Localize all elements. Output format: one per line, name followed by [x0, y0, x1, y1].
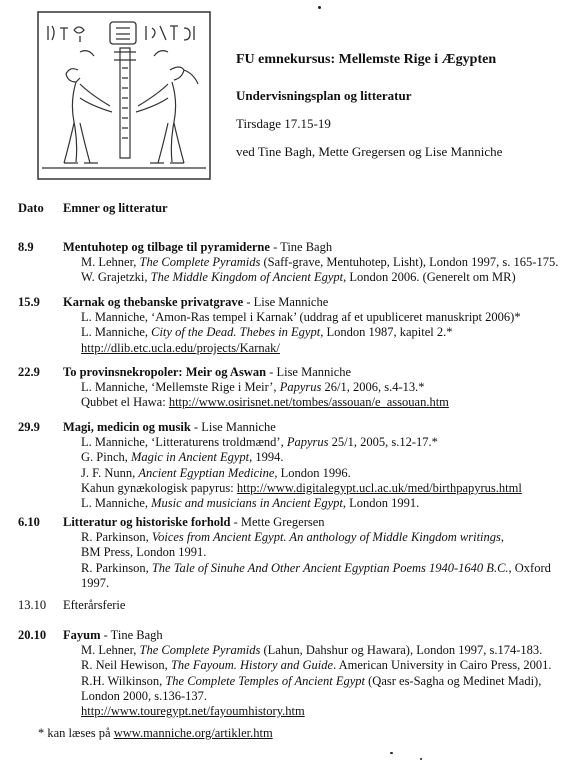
entry-topic: Mentuhotep og tilbage til pyramiderne: [63, 240, 270, 254]
relief-illustration: [34, 8, 214, 183]
footnote-text: kan læses på: [44, 726, 114, 740]
entry-date: 8.9: [18, 240, 34, 254]
entry-lecturer: - Lise Manniche: [243, 295, 329, 309]
literature-ref: R. Parkinson, The Tale of Sinuhe And Other Ancient Egyptian Poems 1940-1640 B.C., Oxford: [81, 560, 551, 575]
schedule-entry: [18, 295, 573, 356]
entry-date: 13.10: [18, 598, 47, 612]
entry-lecturer: - Mette Gregersen: [230, 515, 325, 529]
literature-ref: R.H. Wilkinson, The Complete Temples of Ancient Egypt (Qasr es-Sagha og Medinet Madi),: [81, 673, 542, 688]
literature-ref: L. Manniche, ‘Amon-Ras tempel i Karnak’ (uddrag af et upubliceret manuskript 2006)*: [81, 310, 521, 325]
schedule-entry: [18, 598, 573, 613]
schedule-entry: [18, 420, 573, 511]
manniche-link[interactable]: www.manniche.org/artikler.htm: [113, 726, 273, 740]
literature-ref: [81, 704, 573, 719]
literature-ref: L. Manniche, ‘Litteraturens troldmænd’, Papyrus 25/1, 2005, s.12-17.*: [81, 435, 438, 450]
qubbet-link[interactable]: http://www.osirisnet.net/tombes/assouan/e_assouan.htm: [168, 395, 449, 410]
literature-ref: M. Lehner, The Complete Pyramids (Lahun, Dahshur og Hawara), London 1997, s.174-183.: [81, 643, 543, 658]
literature-ref: L. Manniche, ‘Mellemste Rige i Meir’, Papyrus 26/1, 2006, s.4-13.*: [81, 380, 425, 395]
entry-topic: Fayum: [63, 628, 101, 642]
schedule-entry: [18, 628, 573, 719]
column-header-topic: Emner og litteratur: [63, 201, 168, 215]
entry-topic: Magi, medicin og musik: [63, 420, 191, 434]
entry-lecturer: - Lise Manniche: [190, 420, 276, 434]
entry-date: 6.10: [18, 515, 40, 529]
entry-topic: Karnak og thebanske privatgrave: [63, 295, 244, 309]
literature-ref: J. F. Nunn, Ancient Egyptian Medicine, London 1996.: [81, 465, 351, 480]
kahun-link[interactable]: http://www.digitalegypt.ucl.ac.uk/med/birthpapyrus.html: [236, 480, 522, 495]
literature-ref: BM Press, London 1991.: [81, 545, 207, 560]
entry-lecturer: - Tine Bagh: [100, 628, 163, 642]
entry-date: 15.9: [18, 295, 40, 309]
literature-ref: Qubbet el Hawa: http://www.osirisnet.net/tombes/assouan/e_assouan.htm: [81, 395, 449, 410]
course-time: Tirsdage 17.15-19: [236, 116, 331, 131]
literature-ref: M. Lehner, The Complete Pyramids (Saff-grave, Mentuhotep, Lisht), London 1997, s. 165-175.: [81, 255, 559, 270]
document-subtitle: Undervisningsplan og litteratur: [236, 88, 412, 103]
footnote: [38, 726, 273, 741]
scan-speck: [420, 758, 422, 760]
schedule-entry: [18, 240, 573, 286]
schedule-entry: [18, 515, 573, 591]
scan-speck: [390, 752, 393, 754]
scan-speck: [318, 6, 321, 9]
entry-lecturer: - Lise Manniche: [266, 365, 352, 379]
literature-ref: 1997.: [81, 575, 110, 590]
course-teachers: ved Tine Bagh, Mette Gregersen og Lise Manniche: [236, 144, 503, 159]
entry-topic: To provinsnekropoler: Meir og Aswan: [63, 365, 267, 379]
schedule-entry: [18, 365, 573, 411]
fayoum-link[interactable]: http://www.touregypt.net/fayoumhistory.htm: [81, 704, 305, 719]
course-title: FU emnekursus: Mellemste Rige i Ægypten: [236, 52, 497, 67]
entry-holiday: Efterårsferie: [63, 598, 126, 612]
literature-ref: R. Parkinson, Voices from Ancient Egypt. An anthology of Middle Kingdom writings,: [81, 530, 505, 545]
entry-date: 29.9: [18, 420, 40, 434]
entry-date: 20.10: [18, 628, 47, 642]
column-header-date: Dato: [18, 201, 44, 215]
entry-lecturer: - Tine Bagh: [269, 240, 333, 254]
document-header: [236, 52, 566, 172]
entry-topic: Litteratur og historiske forhold: [63, 515, 231, 529]
literature-ref: London 2000, s.136-137.: [81, 688, 208, 703]
literature-ref: R. Neil Hewison, The Fayoum. History and Guide. American University in Cairo Press, 2001.: [81, 658, 552, 673]
karnak-link[interactable]: http://dlib.etc.ucla.edu/projects/Karnak/: [81, 340, 280, 355]
literature-ref: L. Manniche, City of the Dead. Thebes in Egypt, London 1987, kapitel 2.*: [81, 325, 453, 340]
literature-ref: W. Grajetzki, The Middle Kingdom of Ancient Egypt, London 2006. (Generelt om MR): [81, 270, 516, 285]
literature-ref: [81, 341, 573, 356]
footnote-star: *: [38, 726, 45, 740]
literature-ref: Kahun gynækologisk papyrus: http://www.digitalegypt.ucl.ac.uk/med/birthpapyrus.html: [81, 480, 522, 495]
entry-date: 22.9: [18, 365, 40, 379]
literature-ref: G. Pinch, Magic in Ancient Egypt, 1994.: [81, 450, 284, 465]
literature-ref: L. Manniche, Music and musicians in Ancient Egypt, London 1991.: [81, 496, 420, 511]
